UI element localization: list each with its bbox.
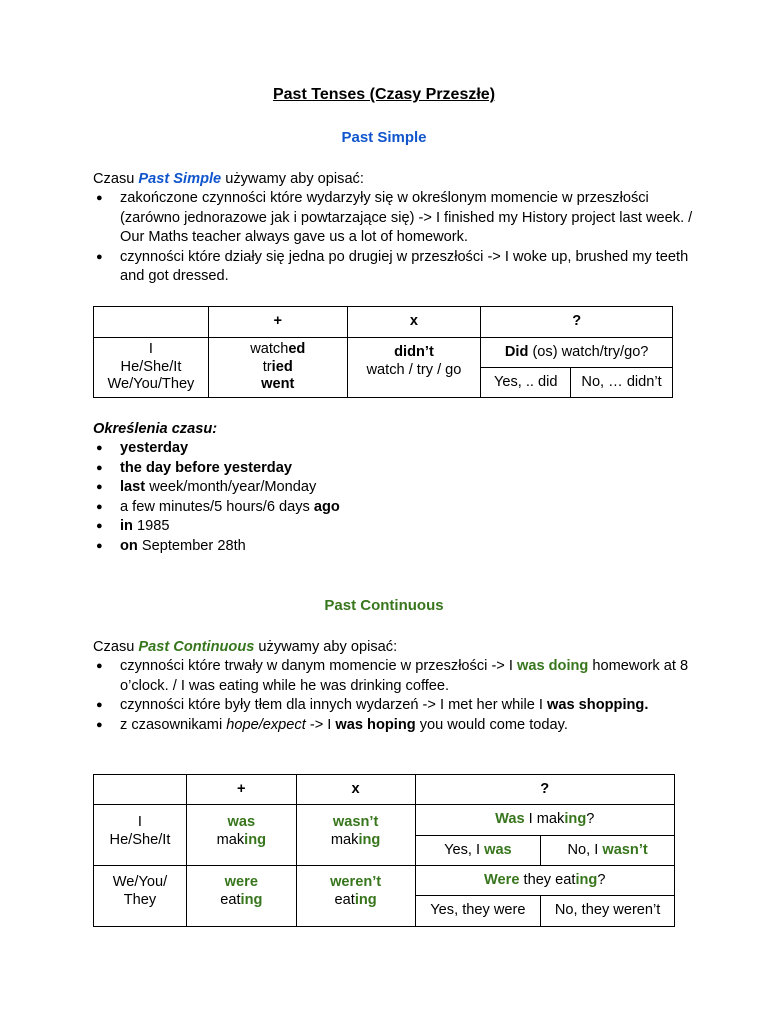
subject: He/She/It [120,358,182,375]
aux-verb: Was [495,811,525,828]
keyword: on [120,537,138,554]
list-item-text: homework at 8 o’clock. / I was eating while he was drinking coffee. [120,658,689,694]
short-answer-yes: Yes, they were [415,896,541,927]
intro-tense-name: Past Continuous [138,639,255,655]
negative-verbs: watch / try / go [366,361,462,378]
table-header-row [94,775,675,805]
list-item [93,537,693,557]
verb-ending: ing [240,891,263,908]
verb-base: tr [262,358,272,375]
intro-suffix: używamy aby opisać: [254,639,398,655]
table-row [94,866,675,896]
affirmative-cell [208,338,347,398]
time-expressions-list [93,439,693,556]
keyword: in [120,518,133,534]
bullet-icon: ● [96,442,103,454]
list-item [93,189,693,248]
list-item-text: z czasownikami [120,716,227,733]
verb-form [297,892,415,910]
past-simple-heading: Past Simple [341,129,427,146]
list-item-text: -> I [305,716,336,733]
subject: He/She/It [109,831,171,848]
question-cell [415,805,674,836]
question-cell [415,866,674,896]
past-continuous-heading: Past Continuous [324,597,444,614]
intro-prefix: Czasu [93,171,139,187]
bullet-icon: ● [96,520,103,532]
form-watched [209,341,347,359]
list-item-text: czynności które działy się jedna po drugiej w przeszłości -> I woke up, brushed my teeth and got dressed. [120,248,689,284]
verb-ending: ed [288,341,306,358]
short-answer-no: No, … didn’t [571,368,673,398]
header-cell-empty [94,307,209,338]
question-rest: (os) watch/try/go? [528,343,649,360]
negative-cell [347,338,481,398]
negative-cell [296,805,415,866]
intro-tense-name: Past Simple [138,171,222,187]
short-answer-yes [415,836,541,866]
subject: They [123,891,157,908]
short-answer-no [541,836,675,866]
question-cell [481,338,673,368]
bullet-icon: ● [96,481,103,493]
bullet-icon: ● [96,539,103,552]
negative-cell [296,866,415,927]
question-mark: ? [586,811,595,828]
intro-prefix: Czasu [93,639,139,655]
subject: We/You/ [112,874,168,890]
verb-base: watch [250,341,289,358]
header-cell-question: ? [415,775,674,805]
list-item-text: you would come today. [415,716,568,733]
verb-ending: ing [564,811,587,828]
list-item-text: 1985 [132,518,170,534]
affirmative-cell [186,866,296,927]
question-mark: ? [597,871,606,888]
form-tried [209,359,347,377]
verb-base: eat [334,891,355,908]
list-item [93,517,693,537]
past-continuous-intro [93,638,693,658]
highlight: was doing [517,658,589,674]
keyword: ago [313,498,340,515]
list-item [93,696,693,716]
verb-form [187,892,296,910]
list-item [93,439,693,459]
question-text: I mak [524,811,565,828]
table-row [94,338,673,368]
verb-base: mak [216,831,245,848]
verb-ending: ing [358,831,381,848]
list-item-text: czynności które trwały w danym momencie w przeszłości -> I [120,658,517,674]
aux-verb: were [224,874,258,890]
list-item [93,716,693,736]
header-cell-affirmative: + [208,307,347,338]
past-simple-uses-list [93,189,693,287]
time-expressions-label: Określenia czasu: [93,421,218,437]
bullet-icon: ● [96,718,103,731]
subject: We/You/They [107,376,195,393]
past-simple-table [93,306,673,398]
header-cell-affirmative: + [186,775,296,805]
short-answer-yes: Yes, .. did [481,368,571,398]
subjects-cell [94,338,209,398]
verb-ending: ing [354,891,377,908]
verb-base: mak [330,831,359,848]
past-continuous-uses-list [93,657,693,735]
past-continuous-table [93,774,675,927]
verb-ending: ied [271,358,293,375]
list-item [93,498,693,518]
list-item-text: yesterday [120,440,189,456]
header-cell-negative: x [296,775,415,805]
answer-text: Yes, I [444,841,485,858]
subject: I [148,341,153,358]
bullet-icon: ● [96,192,103,204]
answer-text: No, I [567,841,603,858]
table-header-row [94,307,673,338]
bullet-icon: ● [96,461,103,474]
list-item-text: a few minutes/5 hours/6 days [120,498,314,515]
negative-aux: didn’t [394,344,434,360]
list-item-text: czynności które były tłem dla innych wydarzeń -> I met her while I [120,697,548,713]
list-item [93,478,693,498]
list-item-text: zakończone czynności które wydarzyły się w określonym momencie w przeszłości (zarówno jednorazowe jak i powtarzające się) -> I finished my History project last week. / Our Maths teacher always gave us a lot of homework. [120,190,693,245]
verb-ending: ing [244,831,267,848]
aux-verb: was [484,841,512,858]
header-cell-question: ? [481,307,673,338]
bullet-icon: ● [96,699,103,711]
header-cell-negative: x [347,307,481,338]
list-item [93,459,693,479]
highlight: was hoping [335,716,416,733]
italic-text: hope/expect [226,716,306,733]
aux-verb: was [227,814,256,830]
table-row [94,805,675,836]
list-item-text: September 28th [137,537,246,554]
list-item [93,657,693,696]
subject: I [137,814,142,830]
keyword: last [120,479,146,495]
highlight: was shopping. [547,697,649,713]
verb-ending: ing [575,871,598,888]
list-item-text: the day before yesterday [120,459,292,476]
bullet-icon: ● [96,500,103,513]
list-item [93,248,693,287]
subjects-cell [94,866,187,927]
header-cell-empty [94,775,187,805]
bullet-icon: ● [96,250,103,263]
subjects-cell [94,805,187,866]
list-item-text: week/month/year/Monday [145,479,317,495]
verb-base: eat [220,891,241,908]
page-title: Past Tenses (Czasy Przeszłe) [272,86,496,103]
past-simple-intro [93,170,693,190]
question-aux: Did [504,343,529,360]
short-answer-no: No, they weren’t [541,896,675,927]
bullet-icon: ● [96,660,103,672]
affirmative-cell [186,805,296,866]
aux-verb: Were [484,871,520,888]
aux-verb: wasn’t [332,814,379,830]
form-went: went [261,376,295,393]
question-text: they eat [519,871,576,888]
verb-form [297,832,415,850]
aux-verb: wasn’t [602,841,648,858]
verb-form [187,832,296,850]
intro-suffix: używamy aby opisać: [221,171,364,187]
aux-verb: weren’t [330,874,382,890]
